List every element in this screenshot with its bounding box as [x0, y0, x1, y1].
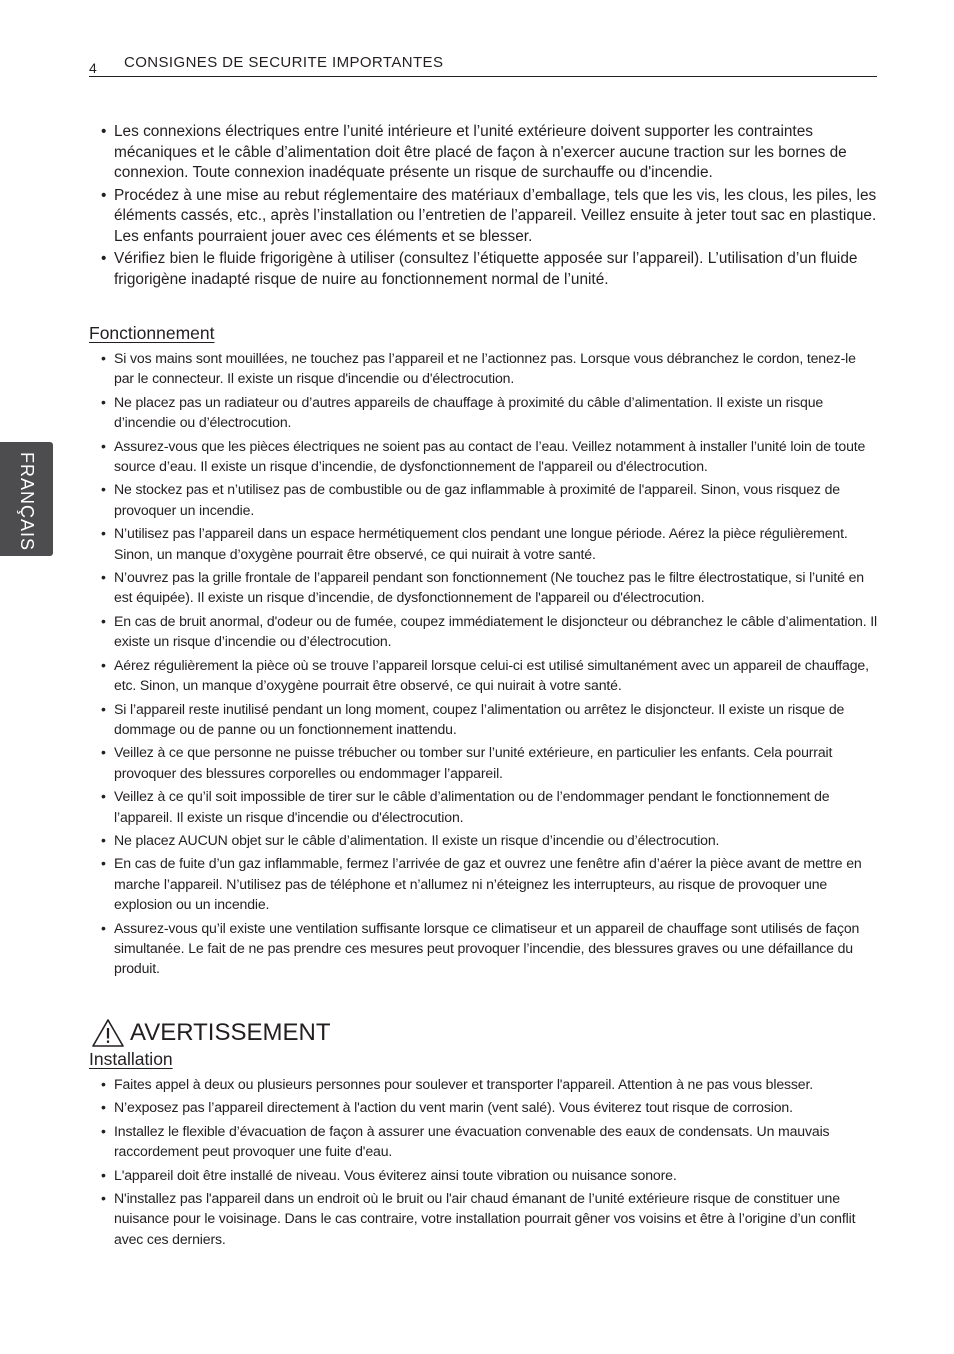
warning-title: AVERTISSEMENT	[130, 1019, 331, 1046]
list-item: • Ne placez AUCUN objet sur le câble d’alimentation. Il existe un risque d’incendie ou d’électrocution.	[101, 830, 877, 850]
list-item: • Ne stockez pas et n’utilisez pas de combustible ou de gaz inflammable à proximité de l'appareil. Sinon, vous risquez de provoquer un incendie.	[101, 479, 877, 520]
list-item: • N’exposez pas l’appareil directement à l'action du vent marin (vent salé). Vous éviterez tout risque de corrosion.	[101, 1097, 877, 1117]
intro-bullet-list	[101, 122, 877, 292]
list-item: • Assurez-vous que les pièces électriques ne soient pas au contact de l’eau. Veillez notamment à installer l’unité loin de toute source d’eau. Il existe un risque d’incendie, de dysfonctionnement de l'appareil ou d'électrocution.	[101, 436, 877, 477]
list-item: • En cas de bruit anormal, d'odeur ou de fumée, coupez immédiatement le disjoncteur ou débranchez le câble d’alimentation. Il existe un risque d’incendie ou d’électrocution.	[101, 611, 877, 652]
page-header	[89, 52, 877, 77]
list-item: • Les connexions électriques entre l’unité intérieure et l’unité extérieure doivent supporter les contraintes mécaniques et le câble d’alimentation doit être placé de façon à n'exercer aucune traction sur les bornes de connexion. Toute connexion inadéquate présente un risque de surchauffe ou d'incendie.	[101, 122, 877, 184]
list-item: • Installez le flexible d’évacuation de façon à assurer une évacuation convenable des eaux de condensats. Un mauvais raccordement peut provoquer une fuite d'eau.	[101, 1121, 877, 1162]
list-item: • Si vos mains sont mouillées, ne touchez pas l’appareil et ne l’actionnez pas. Lorsque vous débranchez le cordon, tenez-le par le connecteur. Il existe un risque d'incendie ou d'électrocution.	[101, 348, 877, 389]
list-item: • Assurez-vous qu’il existe une ventilation suffisante lorsque ce climatiseur et un appareil de chauffage sont utilisés de façon simultanée. Le fait de ne pas prendre ces mesures peut provoquer l’incendie, des blessures graves ou une défaillance du produit.	[101, 918, 877, 979]
list-item: • Vérifiez bien le fluide frigorigène à utiliser (consultez l’étiquette apposée sur l’appareil). L’utilisation d’un fluide frigorigène inadapté risque de nuire au fonctionnement normal de l’unité.	[101, 249, 877, 290]
language-tab-label: FRANÇAIS	[17, 452, 37, 552]
list-item: • Veillez à ce qu’il soit impossible de tirer sur le câble d’alimentation ou de l’endommager pendant le fonctionnement de l’appareil. Il existe un risque d'incendie ou d'électrocution.	[101, 786, 877, 827]
list-item: • N’ouvrez pas la grille frontale de l’appareil pendant son fonctionnement (Ne touchez pas le filtre électrostatique, si l’unité en est équipée). Il existe un risque d’incendie, de dysfonctionnement de l'appareil ou d'électrocution.	[101, 567, 877, 608]
page-number: 4	[89, 60, 97, 76]
list-item: • Si l’appareil reste inutilisé pendant un long moment, coupez l’alimentation ou arrêtez le disjoncteur. Il existe un risque de dommage ou de panne ou un fonctionnement inattendu.	[101, 699, 877, 740]
operation-heading: Fonctionnement	[89, 323, 215, 343]
list-item: • N'installez pas l'appareil dans un endroit où le bruit ou l'air chaud émanant de l’unité extérieure risque de constituer une nuisance pour le voisinage. Dans le cas contraire, votre installation pourrait gêner vos voisins et être à l’origine d’un conflit avec ces derniers.	[101, 1188, 877, 1249]
list-item: • En cas de fuite d’un gaz inflammable, fermez l’arrivée de gaz et ouvrez une fenêtre afin d’aérer la pièce avant de mettre en marche l’appareil. N’utilisez pas de téléphone et n’allumez ni n’éteignez les interrupteurs, au risque de provoquer une explosion ou un incendie.	[101, 853, 877, 914]
installation-heading: Installation	[89, 1049, 173, 1069]
warning-triangle-icon	[91, 1018, 125, 1048]
list-item: • Aérez régulièrement la pièce où se trouve l’appareil lorsque celui-ci est utilisé simultanément avec un appareil de chauffage, etc. Sinon, un manque d’oxygène pourrait être observé, ce qui nuirait à votre santé.	[101, 655, 877, 696]
operation-bullet-list	[101, 348, 877, 982]
header-title: CONSIGNES DE SECURITE IMPORTANTES	[124, 54, 444, 71]
list-item: • Faites appel à deux ou plusieurs personnes pour soulever et transporter l'appareil. Attention à ne pas vous blesser.	[101, 1074, 877, 1094]
language-tab	[0, 442, 53, 556]
list-item: • Procédez à une mise au rebut réglementaire des matériaux d’emballage, tels que les vis, les clous, les piles, les éléments cassés, etc., après l’installation ou l’entretien de l’appareil. Veillez ensuite à jeter tout sac en plastique. Les enfants pourraient jouer avec ces éléments et se blesser.	[101, 186, 877, 248]
list-item: • N’utilisez pas l’appareil dans un espace hermétiquement clos pendant une longue période. Aérez la pièce régulièrement. Sinon, un manque d’oxygène pourrait être observé, ce qui nuirait à votre santé.	[101, 523, 877, 564]
installation-bullet-list	[101, 1074, 877, 1252]
list-item: • Veillez à ce que personne ne puisse trébucher ou tomber sur l’unité extérieure, en particulier les enfants. Cela pourrait provoquer des blessures corporelles ou endommager l’appareil.	[101, 742, 877, 783]
list-item: • L'appareil doit être installé de niveau. Vous éviterez ainsi toute vibration ou nuisance sonore.	[101, 1165, 877, 1185]
list-item: • Ne placez pas un radiateur ou d’autres appareils de chauffage à proximité du câble d’alimentation. Il existe un risque d’incendie ou d’électrocution.	[101, 392, 877, 433]
